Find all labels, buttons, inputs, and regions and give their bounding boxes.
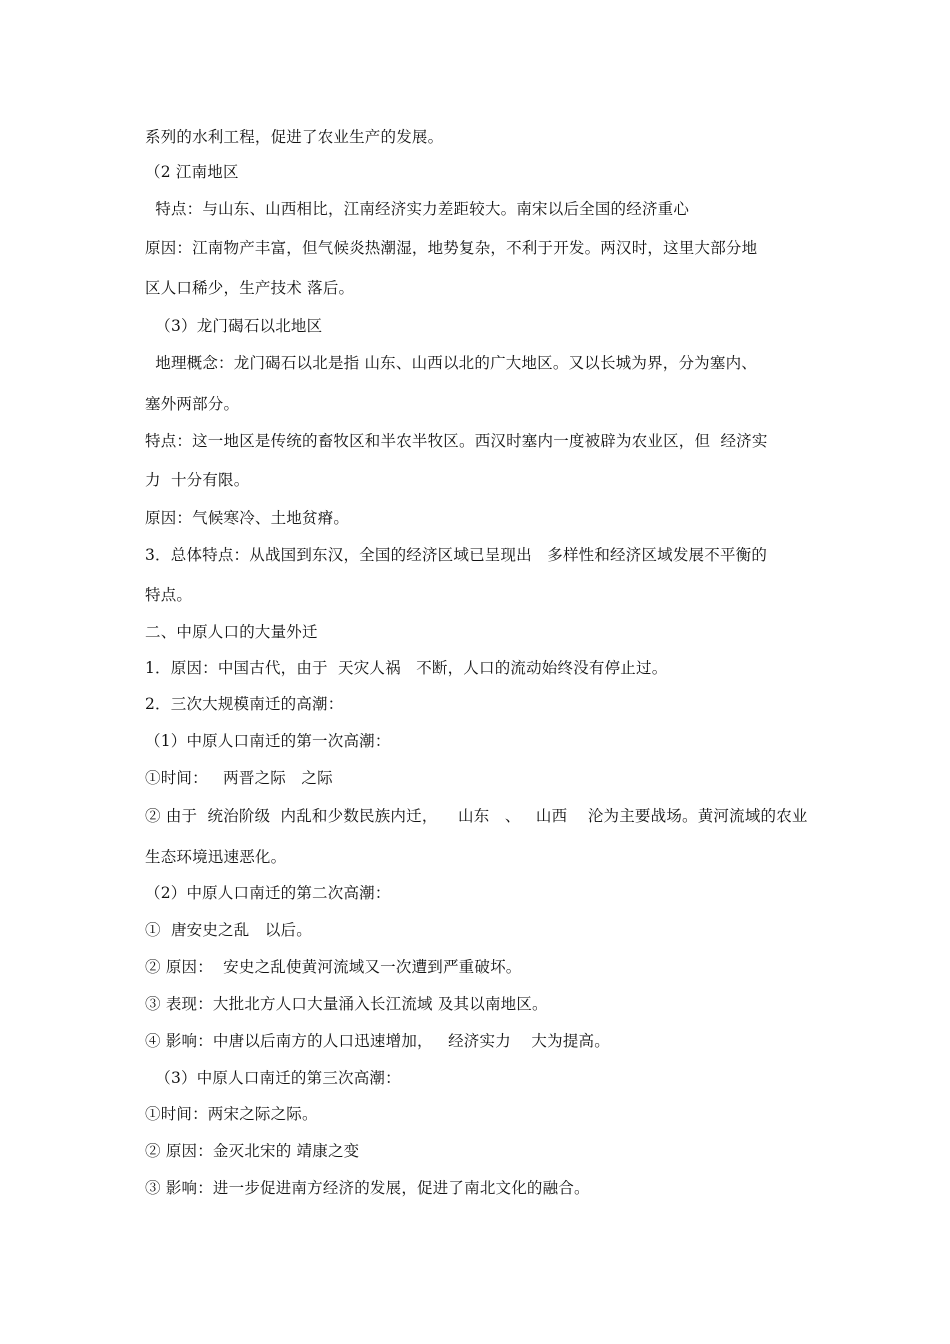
paragraph-line: 塞外两部分。 [145,395,240,413]
section-heading: （2）中原人口南迁的第二次高潮： [145,884,391,902]
paragraph-line: 特点。 [145,586,193,604]
section-heading: （3）中原人口南迁的第三次高潮： [145,1069,401,1087]
list-item: ③ 影响：进一步促进南方经济的发展，促进了南北文化的融合。 [145,1179,590,1197]
paragraph-line: 生态环境迅速恶化。 [145,848,287,866]
section-heading: （3）龙门碣石以北地区 [145,317,323,335]
list-item: ④ 影响：中唐以后南方的人口迅速增加， 经济实力 大为提高。 [145,1032,610,1050]
section-heading: （1）中原人口南迁的第一次高潮： [145,732,391,750]
paragraph-line: 力 十分有限。 [145,471,250,489]
paragraph-line: 1．原因：中国古代，由于 天灾人祸 不断，人口的流动始终没有停止过。 [145,659,668,677]
paragraph-line: 系列的水利工程，促进了农业生产的发展。 [145,128,444,146]
paragraph-line: 原因：气候寒冷、土地贫瘠。 [145,509,350,527]
paragraph-line: 特点：与山东、山西相比，江南经济实力差距较大。南宋以后全国的经济重心 [145,200,690,218]
paragraph-line: 特点：这一地区是传统的畜牧区和半农半牧区。西汉时塞内一度被辟为农业区，但 经济实 [145,432,768,450]
paragraph-line: 原因：江南物产丰富，但气候炎热潮湿，地势复杂，不利于开发。两汉时，这里大部分地 [145,239,758,257]
paragraph-line: 2．三次大规模南迁的高潮： [145,695,344,713]
list-item: ① 唐安史之乱 以后。 [145,921,312,939]
list-item: ①时间： 两晋之际 之际 [145,769,333,787]
list-item: ①时间：两宋之际之际。 [145,1105,318,1123]
paragraph-line: 地理概念：龙门碣石以北是指 山东、山西以北的广大地区。又以长城为界，分为塞内、 [145,354,757,372]
list-item: ② 由于 统治阶级 内乱和少数民族内迁， 山东 、 山西 沦为主要战场。黄河流域的农业 [145,807,808,825]
list-item: ③ 表现：大批北方人口大量涌入长江流域 及其以南地区。 [145,995,548,1013]
section-heading: 二、中原人口的大量外迁 [145,623,318,641]
paragraph-line: 3．总体特点：从战国到东汉，全国的经济区域已呈现出 多样性和经济区域发展不平衡的 [145,546,768,564]
list-item: ② 原因：金灭北宋的 靖康之变 [145,1142,360,1160]
section-heading: （2 江南地区 [145,163,239,181]
paragraph-line: 区人口稀少，生产技术 落后。 [145,279,355,297]
list-item: ② 原因： 安史之乱使黄河流域又一次遭到严重破坏。 [145,958,522,976]
